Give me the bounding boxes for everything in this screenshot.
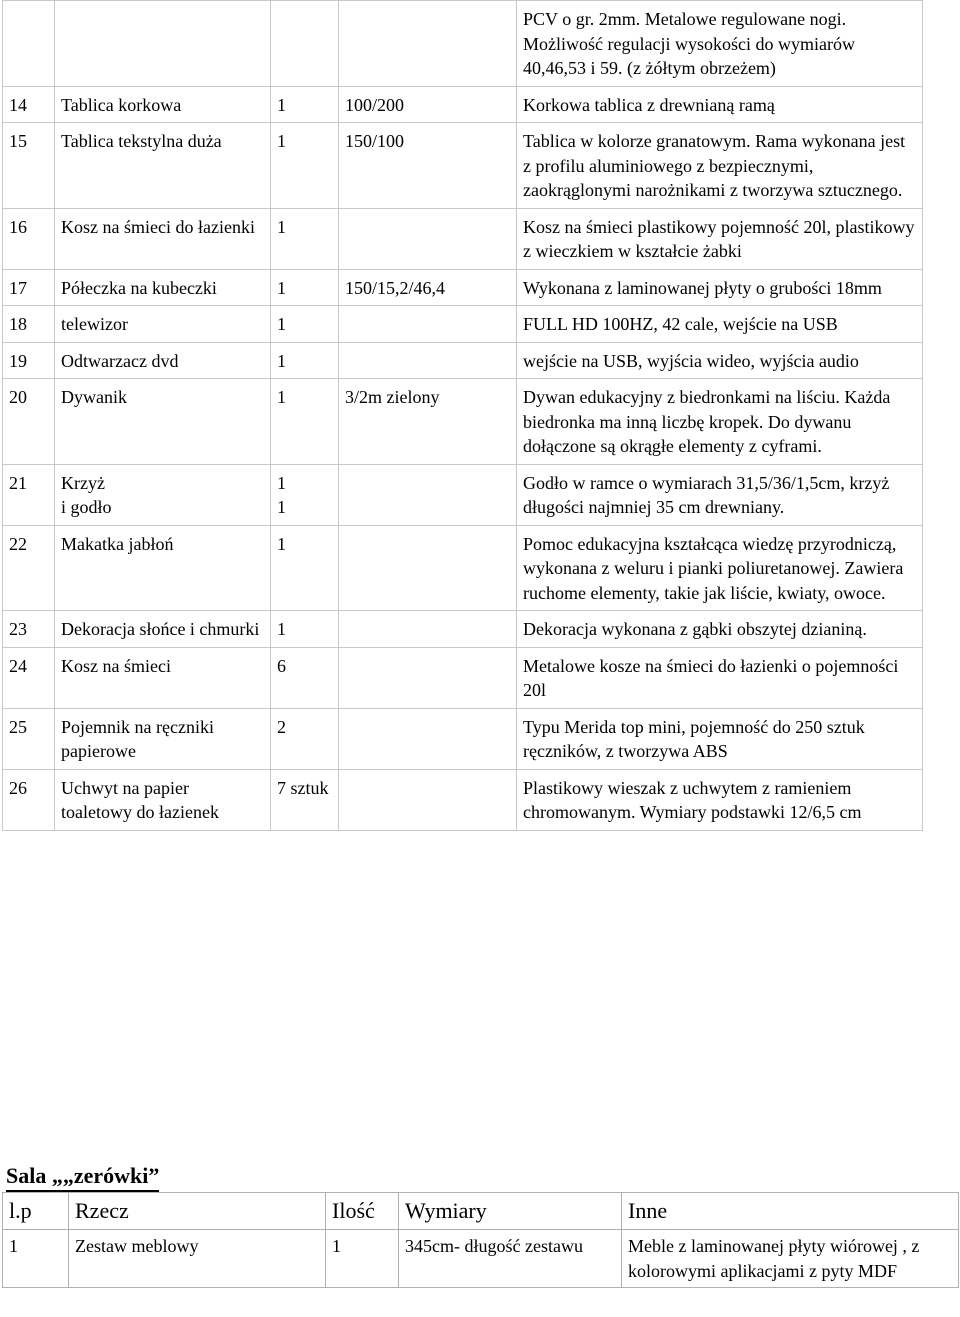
item-name: Tablica korkowa bbox=[55, 86, 271, 123]
item-quantity: 1 bbox=[271, 208, 339, 269]
table-row bbox=[3, 123, 923, 209]
item-dimensions bbox=[339, 464, 517, 525]
item-number: 21 bbox=[3, 464, 55, 525]
item-name: Odtwarzacz dvd bbox=[55, 342, 271, 379]
table-row bbox=[3, 342, 923, 379]
item-dimensions bbox=[339, 306, 517, 343]
item-quantity: 1 1 bbox=[271, 464, 339, 525]
item-dimensions bbox=[339, 769, 517, 830]
item-description: FULL HD 100HZ, 42 cale, wejście na USB bbox=[517, 306, 923, 343]
item-number: 1 bbox=[3, 1230, 69, 1288]
equipment-table bbox=[2, 0, 923, 831]
item-description: PCV o gr. 2mm. Metalowe regulowane nogi. Możliwość regulacji wysokości do wymiarów 40,46,53 i 59. (z żółtym obrzeżem) bbox=[517, 1, 923, 87]
item-quantity bbox=[271, 1, 339, 87]
table-row bbox=[3, 647, 923, 708]
item-name: Kosz na śmieci do łazienki bbox=[55, 208, 271, 269]
item-name: Uchwyt na papier toaletowy do łazienek bbox=[55, 769, 271, 830]
item-description: Pomoc edukacyjna kształcąca wiedzę przyrodniczą, wykonana z weluru i pianki poliuretanowej. Zawiera ruchome elementy, takie jak liście, kwiaty, owoce. bbox=[517, 525, 923, 611]
header-wymiary: Wymiary bbox=[399, 1193, 622, 1230]
item-description: Korkowa tablica z drewnianą ramą bbox=[517, 86, 923, 123]
item-number: 20 bbox=[3, 379, 55, 465]
section-title: Sala „„zerówki” bbox=[6, 1162, 159, 1192]
item-quantity: 6 bbox=[271, 647, 339, 708]
item-quantity: 1 bbox=[271, 379, 339, 465]
item-dimensions: 100/200 bbox=[339, 86, 517, 123]
table-row bbox=[3, 464, 923, 525]
item-dimensions: 150/100 bbox=[339, 123, 517, 209]
item-name: Półeczka na kubeczki bbox=[55, 269, 271, 306]
item-number: 14 bbox=[3, 86, 55, 123]
item-number: 16 bbox=[3, 208, 55, 269]
header-lp: l.p bbox=[3, 1193, 69, 1230]
item-description: Wykonana z laminowanej płyty o grubości 18mm bbox=[517, 269, 923, 306]
item-dimensions bbox=[339, 1, 517, 87]
item-dimensions: 345cm- długość zestawu bbox=[399, 1230, 622, 1288]
zerowka-table-body bbox=[3, 1230, 959, 1288]
item-name: Makatka jabłoń bbox=[55, 525, 271, 611]
table-row bbox=[3, 1, 923, 87]
item-dimensions bbox=[339, 208, 517, 269]
item-number: 26 bbox=[3, 769, 55, 830]
table-row bbox=[3, 208, 923, 269]
table-row bbox=[3, 525, 923, 611]
item-description: Dywan edukacyjny z biedronkami na liściu. Każda biedronka ma inną liczbę kropek. Do dywanu dołączone są okrągłe elementy z cyframi. bbox=[517, 379, 923, 465]
item-number bbox=[3, 1, 55, 87]
item-description: Typu Merida top mini, pojemność do 250 sztuk ręczników, z tworzywa ABS bbox=[517, 708, 923, 769]
item-quantity: 1 bbox=[271, 611, 339, 648]
table-row bbox=[3, 86, 923, 123]
table-row bbox=[3, 769, 923, 830]
item-name: Krzyż i godło bbox=[55, 464, 271, 525]
item-description: Godło w ramce o wymiarach 31,5/36/1,5cm, krzyż długości najmniej 35 cm drewniany. bbox=[517, 464, 923, 525]
zerowka-table-header bbox=[3, 1193, 959, 1230]
item-quantity: 1 bbox=[271, 306, 339, 343]
item-dimensions bbox=[339, 647, 517, 708]
item-name: Pojemnik na ręczniki papierowe bbox=[55, 708, 271, 769]
item-description: Tablica w kolorze granatowym. Rama wykonana jest z profilu aluminiowego z bezpiecznymi, zaokrąglonymi narożnikami z tworzywa sztucznego. bbox=[517, 123, 923, 209]
item-quantity: 1 bbox=[326, 1230, 399, 1288]
item-dimensions bbox=[339, 708, 517, 769]
item-description: Metalowe kosze na śmieci do łazienki o pojemności 20l bbox=[517, 647, 923, 708]
item-name: Tablica tekstylna duża bbox=[55, 123, 271, 209]
item-number: 17 bbox=[3, 269, 55, 306]
header-inne: Inne bbox=[622, 1193, 959, 1230]
item-dimensions: 150/15,2/46,4 bbox=[339, 269, 517, 306]
item-number: 22 bbox=[3, 525, 55, 611]
item-description: wejście na USB, wyjścia wideo, wyjścia audio bbox=[517, 342, 923, 379]
item-description: Kosz na śmieci plastikowy pojemność 20l, plastikowy z wieczkiem w kształcie żabki bbox=[517, 208, 923, 269]
item-number: 24 bbox=[3, 647, 55, 708]
table-row bbox=[3, 269, 923, 306]
item-quantity: 1 bbox=[271, 123, 339, 209]
item-quantity: 1 bbox=[271, 342, 339, 379]
zerowka-table bbox=[2, 1192, 959, 1288]
table-row bbox=[3, 708, 923, 769]
item-description: Meble z laminowanej płyty wiórowej , z kolorowymi aplikacjami z pyty MDF bbox=[622, 1230, 959, 1288]
item-name: Zestaw meblowy bbox=[69, 1230, 326, 1288]
header-ilosc: Ilość bbox=[326, 1193, 399, 1230]
item-dimensions bbox=[339, 525, 517, 611]
item-quantity: 1 bbox=[271, 269, 339, 306]
item-name: Kosz na śmieci bbox=[55, 647, 271, 708]
item-description: Dekoracja wykonana z gąbki obszytej dzianiną. bbox=[517, 611, 923, 648]
table-row bbox=[3, 611, 923, 648]
header-rzecz: Rzecz bbox=[69, 1193, 326, 1230]
item-number: 18 bbox=[3, 306, 55, 343]
item-number: 19 bbox=[3, 342, 55, 379]
item-dimensions: 3/2m zielony bbox=[339, 379, 517, 465]
item-name bbox=[55, 1, 271, 87]
item-quantity: 2 bbox=[271, 708, 339, 769]
item-quantity: 7 sztuk bbox=[271, 769, 339, 830]
table-row bbox=[3, 1230, 959, 1288]
item-description: Plastikowy wieszak z uchwytem z ramieniem chromowanym. Wymiary podstawki 12/6,5 cm bbox=[517, 769, 923, 830]
equipment-table-body bbox=[3, 1, 923, 831]
item-quantity: 1 bbox=[271, 525, 339, 611]
item-number: 23 bbox=[3, 611, 55, 648]
item-name: Dywanik bbox=[55, 379, 271, 465]
table-row bbox=[3, 306, 923, 343]
item-number: 25 bbox=[3, 708, 55, 769]
item-quantity: 1 bbox=[271, 86, 339, 123]
item-name: Dekoracja słońce i chmurki bbox=[55, 611, 271, 648]
item-name: telewizor bbox=[55, 306, 271, 343]
item-dimensions bbox=[339, 342, 517, 379]
table-row bbox=[3, 379, 923, 465]
item-number: 15 bbox=[3, 123, 55, 209]
item-dimensions bbox=[339, 611, 517, 648]
